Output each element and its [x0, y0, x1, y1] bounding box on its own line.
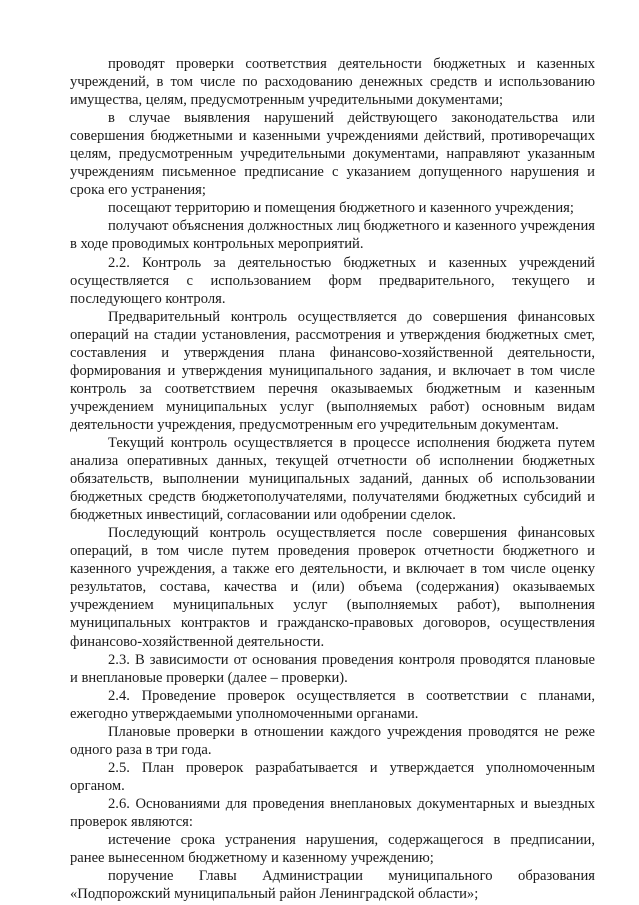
paragraph-06: Предварительный контроль осуществляется до совершения финансовых операций на стадии установления, рассмотрения и утверждения бюджетных смет, составления и утверждения плана финансово-хозяйственной деятельности, формирования и утверждения муниципального задания, и включает в том числе контроль за соответствием перечня оказываемых бюджетным и казенным учреждением муниципальных услуг (выполняемых работ) основным видам деятельности учреждения, предусмотренным его учредительным документам.: [70, 308, 595, 433]
paragraph-12: 2.5. План проверок разрабатывается и утверждается уполномоченным органом.: [70, 759, 595, 794]
paragraph-03: посещают территорию и помещения бюджетного и казенного учреждения;: [108, 200, 574, 217]
paragraph-07: Текущий контроль осуществляется в процессе исполнения бюджета путем анализа оперативных данных, текущей отчетности об исполнении бюджетных обязательств, выполнении муниципальных заданий, данных об использовании бюджетных средств бюджетополучателями, получателями бюджетных субсидий и бюджетных инвестиций, согласовании или одобрении сделок.: [70, 434, 595, 524]
paragraph-10: 2.4. Проведение проверок осуществляется в соответствии с планами, ежегодно утверждаемыми уполномоченными органами.: [70, 687, 595, 722]
paragraph-11: Плановые проверки в отношении каждого учреждения проводятся не реже одного раза в три года.: [70, 723, 595, 758]
paragraph-15: поручение Главы Администрации муниципального образования «Подпорожский муниципальный район Ленинградской области»;: [70, 868, 595, 903]
paragraph-01: проводят проверки соответствия деятельности бюджетных и казенных учреждений, в том числе по расходованию денежных средств и использованию имущества, целям, предусмотренным учредительными документами;: [70, 56, 595, 109]
paragraph-14: истечение срока устранения нарушения, содержащегося в предписании, ранее вынесенном бюджетному и казенному учреждению;: [70, 832, 595, 867]
paragraph-02: в случае выявления нарушений действующего законодательства или совершения бюджетными и казенными учреждениями действий, противоречащих целям, предусмотренным учредительными документами, направляют указанным учреждениям письменное предписание с указанием допущенного нарушения и срока его устранения;: [70, 110, 595, 199]
paragraph-04: получают объяснения должностных лиц бюджетного и казенного учреждения в ходе проводимых контрольных мероприятий.: [70, 218, 595, 253]
paragraph-05: 2.2. Контроль за деятельностью бюджетных и казенных учреждений осуществляется с использованием форм предварительного, текущего и последующего контроля.: [70, 254, 595, 307]
paragraph-13: 2.6. Основаниями для проведения внеплановых документарных и выездных проверок являются:: [70, 795, 595, 830]
paragraph-09: 2.3. В зависимости от основания проведения контроля проводятся плановые и внеплановые проверки (далее – проверки).: [70, 651, 595, 686]
paragraph-08: Последующий контроль осуществляется после совершения финансовых операций, в том числе путем проведения проверок отчетности бюджетного и казенного учреждения, а также его деятельности, и включает в том числе оценку результатов, состава, качества и (или) объема (содержания) оказываемых учреждением муниципальных услуг (выполняемых работ), выполнения муниципальных контрактов и гражданско-правовых договоров, осуществления финансово-хозяйственной деятельности.: [70, 525, 595, 650]
